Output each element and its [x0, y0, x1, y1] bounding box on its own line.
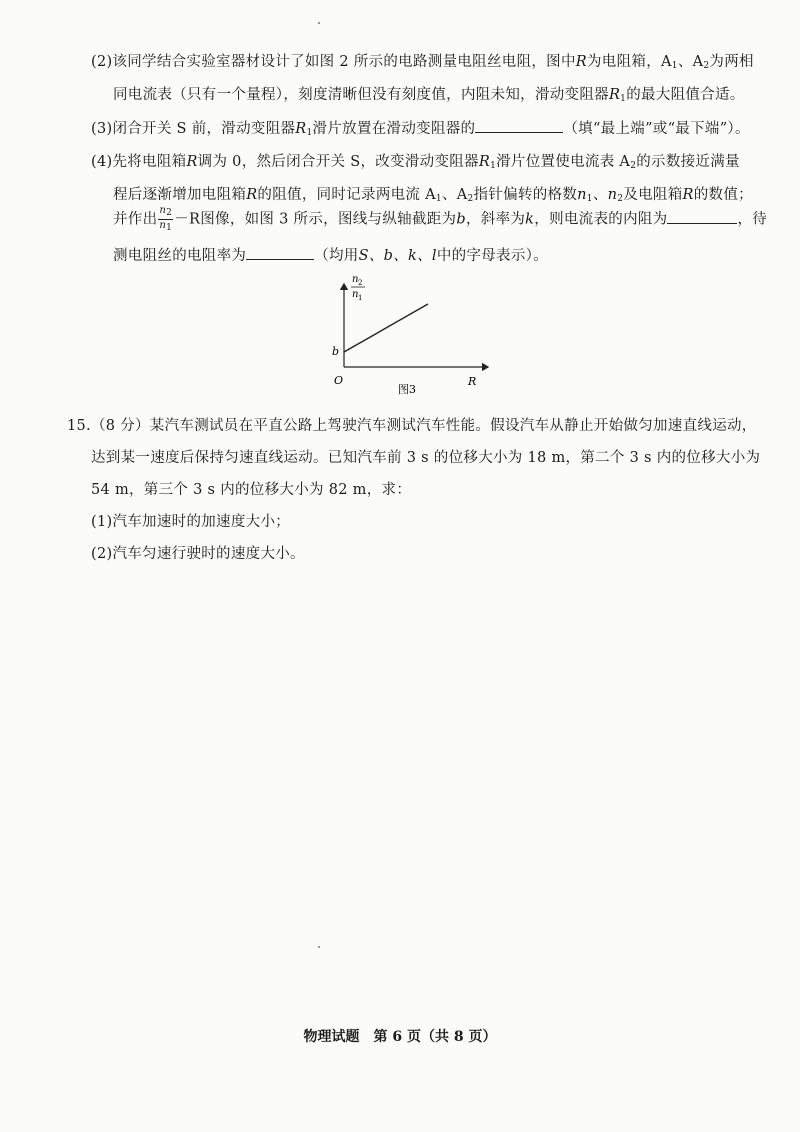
q14-part4-line4: 测电阻丝的电阻率为 （均用S、b、k、l中的字母表示）。	[113, 244, 548, 265]
answer-blank[interactable]	[246, 245, 314, 260]
q15-subquestion-2: (2)汽车匀速行驶时的速度大小。	[91, 546, 305, 562]
y-axis-denominator-sub: 1	[358, 294, 363, 302]
origin-label: O	[334, 374, 344, 387]
q14-part4-line1: (4)先将电阻箱R调为 0，然后闭合开关 S，改变滑动变阻器$R_1$滑片位置使电流表 $A_2$的示数接近满量	[91, 154, 740, 171]
ratio-fraction: $\frac{n_2}{n_1}$	[159, 205, 173, 233]
page-footer: 物理试题 第 6 页（共 8 页）	[303, 1029, 497, 1045]
q14-part2-line2: 同电流表（只有一个量程），刻度清晰但没有刻度值，内阻未知，滑动变阻器$R_1$的最大阻值合适。	[113, 87, 745, 104]
figure-3-graph	[316, 272, 496, 397]
figure-caption: 图3	[398, 383, 416, 396]
scan-dot	[318, 22, 320, 24]
scan-dot	[318, 946, 320, 948]
q14-part3-line: (3)闭合开关 S 前，滑动变阻器$R_1$滑片放置在滑动变阻器的 （填“最上端”或“最下端”）。	[91, 117, 750, 138]
data-line	[344, 304, 428, 352]
q15-line1: 15.（8 分）某汽车测试员在平直公路上驾驶汽车测试汽车性能。假设汽车从静止开始做匀加速直线运动，	[67, 418, 757, 434]
q15-subquestion-1: (1)汽车加速时的加速度大小；	[91, 514, 291, 530]
y-axis-denominator: n	[352, 289, 359, 300]
y-axis-numerator-sub: 2	[358, 279, 363, 287]
q14-part4-line3: 并作出 $\frac{n_2}{n_1}$ －R图像，如图 3 所示，图线与纵轴截距为b，斜率为k，则电流表的内阻为 ，待	[113, 205, 768, 233]
q15-line3: 54 m，第三个 3 s 内的位移大小为 82 m，求：	[91, 482, 412, 498]
q14-part4-line2: 程后逐渐增加电阻箱R的阻值，同时记录两电流 $A_1$、$A_2$指针偏转的格数$n_1$、$n_2$及电阻箱R的数值；	[113, 187, 753, 204]
q14-part2-line1: (2)该同学结合实验室器材设计了如图 2 所示的电路测量电阻丝电阻，图中R为电阻箱，$A_1$、$A_2$为两相	[91, 54, 754, 71]
y-axis-numerator: n	[352, 274, 359, 285]
answer-blank[interactable]	[667, 209, 737, 224]
x-axis-label: R	[468, 375, 477, 388]
q15-line2: 达到某一速度后保持匀速直线运动。已知汽车前 3 s 的位移大小为 18 m，第二个 3 s 内的位移大小为	[91, 450, 761, 466]
intercept-label: b	[332, 345, 340, 358]
answer-blank[interactable]	[475, 118, 563, 133]
